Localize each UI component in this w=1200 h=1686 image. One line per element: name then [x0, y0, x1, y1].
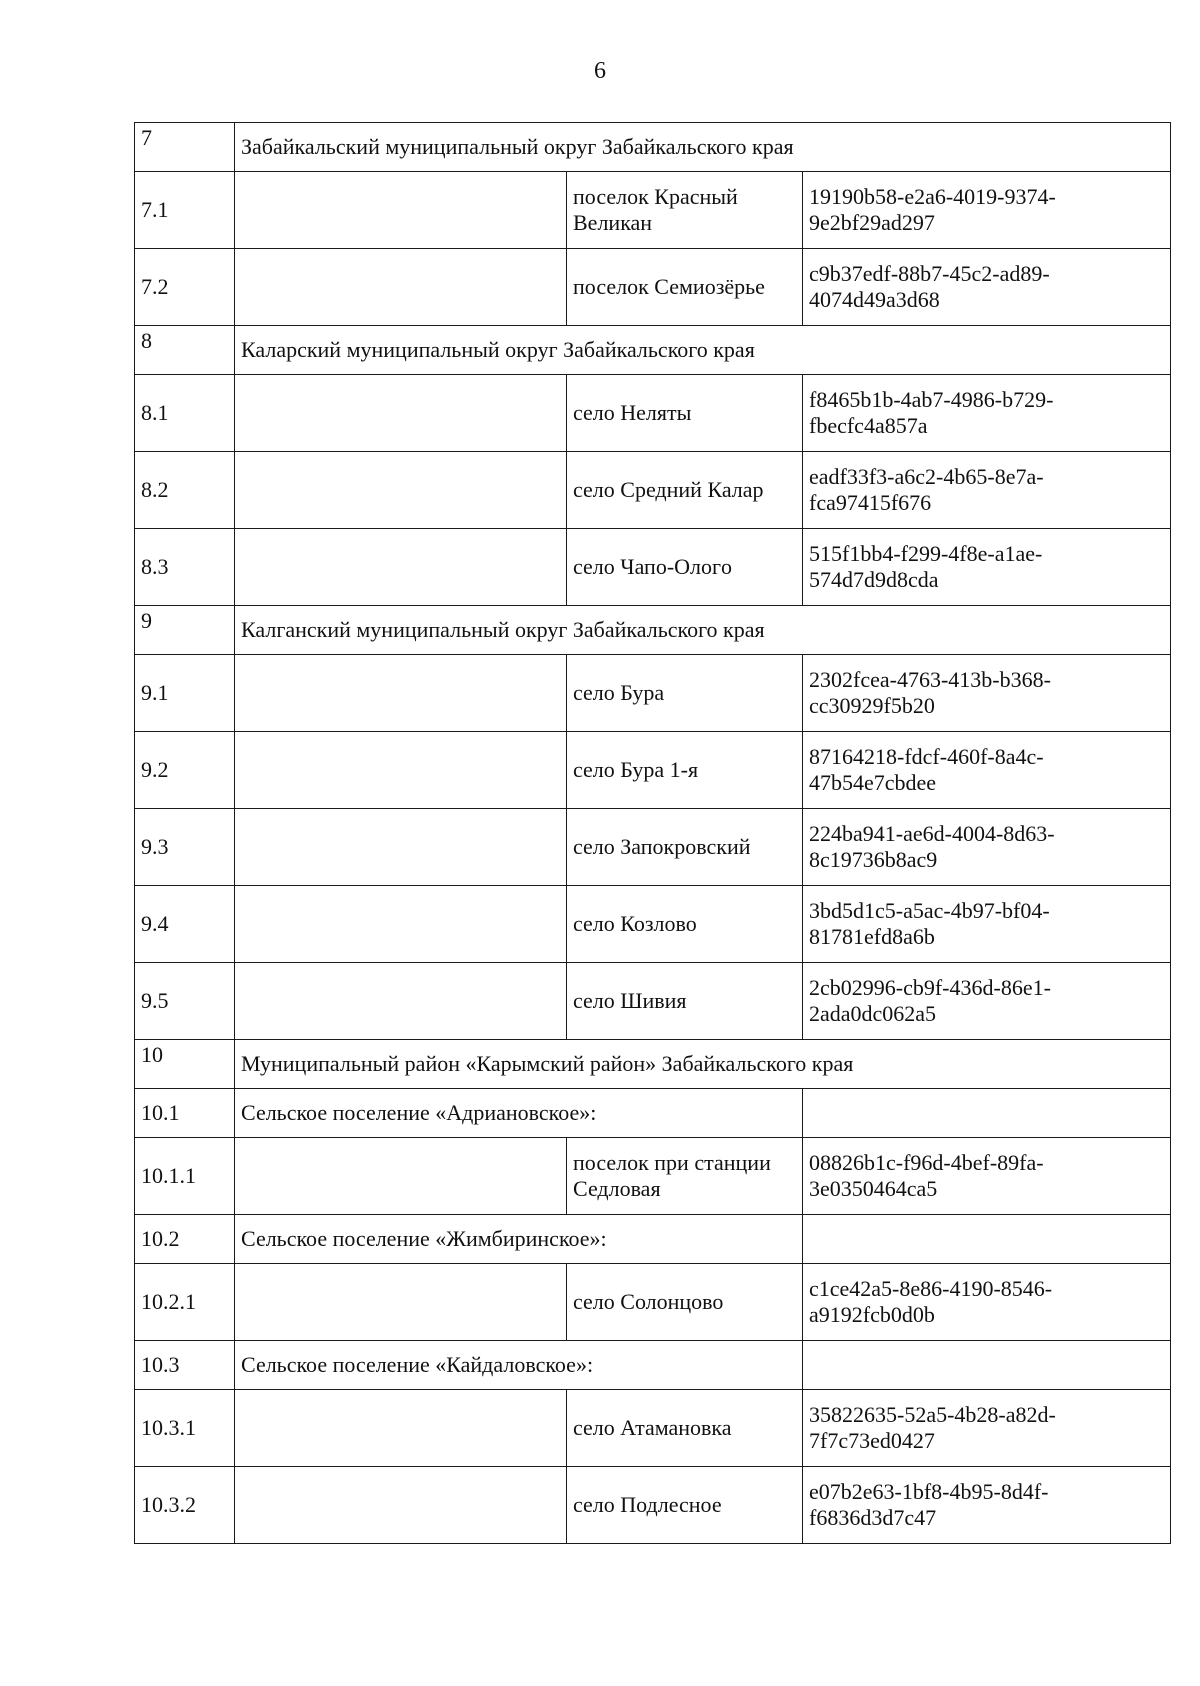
row-number: 10.3.2 [135, 1467, 235, 1544]
subdivision-row [135, 1089, 1171, 1138]
district-title: Калганский муниципальный округ Забайкальского края [235, 606, 1171, 655]
settlement-id: 19190b58-e2a6-4019-9374-9e2bf29ad297 [803, 172, 1171, 249]
settlement-row [135, 655, 1171, 732]
settlement-id: 224ba941-ae6d-4004-8d63-8c19736b8ac9 [803, 809, 1171, 886]
empty-cell [235, 1264, 567, 1341]
settlement-id: e07b2e63-1bf8-4b95-8d4f-f6836d3d7c47 [803, 1467, 1171, 1544]
empty-cell [235, 809, 567, 886]
row-number: 10.3.1 [135, 1390, 235, 1467]
settlement-row [135, 886, 1171, 963]
subdivision-title: Сельское поселение «Адриановское»: [235, 1089, 803, 1138]
empty-cell [235, 655, 567, 732]
row-number: 8.3 [135, 529, 235, 606]
page-number: 6 [594, 58, 606, 84]
row-number: 8.2 [135, 452, 235, 529]
empty-cell [803, 1089, 1171, 1138]
row-number: 10.1 [135, 1089, 235, 1138]
row-number: 7.2 [135, 249, 235, 326]
settlement-row [135, 963, 1171, 1040]
settlements-table [134, 122, 1171, 1544]
subdivision-row [135, 1341, 1171, 1390]
row-number: 7 [135, 123, 235, 172]
empty-cell [235, 172, 567, 249]
settlement-row [135, 732, 1171, 809]
settlement-id: 2302fcea-4763-413b-b368-cc30929f5b20 [803, 655, 1171, 732]
settlement-id: 87164218-fdcf-460f-8a4c-47b54e7cbdee [803, 732, 1171, 809]
settlement-row [135, 809, 1171, 886]
empty-cell [235, 375, 567, 452]
district-row [135, 123, 1171, 172]
row-number: 8.1 [135, 375, 235, 452]
settlement-name: село Шивия [567, 963, 803, 1040]
settlement-row [135, 1138, 1171, 1215]
subdivision-title: Сельское поселение «Жимбиринское»: [235, 1215, 803, 1264]
settlement-row [135, 1264, 1171, 1341]
settlement-id: c9b37edf-88b7-45c2-ad89-4074d49a3d68 [803, 249, 1171, 326]
district-row [135, 326, 1171, 375]
settlement-name: село Средний Калар [567, 452, 803, 529]
subdivision-row [135, 1215, 1171, 1264]
district-title: Муниципальный район «Карымский район» Забайкальского края [235, 1040, 1171, 1089]
settlement-row [135, 375, 1171, 452]
settlement-id: eadf33f3-a6c2-4b65-8e7a-fca97415f676 [803, 452, 1171, 529]
row-number: 10.3 [135, 1341, 235, 1390]
settlement-name: село Чапо-Ологo [567, 529, 803, 606]
subdivision-title: Сельское поселение «Кайдаловское»: [235, 1341, 803, 1390]
settlement-id: 515f1bb4-f299-4f8e-a1ae-574d7d9d8cda [803, 529, 1171, 606]
settlement-row [135, 529, 1171, 606]
row-number: 9.3 [135, 809, 235, 886]
settlements-table-body [135, 123, 1171, 1544]
empty-cell [235, 529, 567, 606]
row-number: 9.5 [135, 963, 235, 1040]
empty-cell [235, 886, 567, 963]
settlement-row [135, 249, 1171, 326]
empty-cell [803, 1215, 1171, 1264]
empty-cell [235, 249, 567, 326]
settlement-name: село Подлесное [567, 1467, 803, 1544]
settlement-id: 2cb02996-cb9f-436d-86e1-2ada0dc062a5 [803, 963, 1171, 1040]
empty-cell [235, 452, 567, 529]
empty-cell [235, 732, 567, 809]
settlement-name: село Неляты [567, 375, 803, 452]
row-number: 9.2 [135, 732, 235, 809]
district-row [135, 606, 1171, 655]
row-number: 9.4 [135, 886, 235, 963]
district-title: Забайкальский муниципальный округ Забайкальского края [235, 123, 1171, 172]
settlement-id: c1ce42a5-8e86-4190-8546-a9192fcb0d0b [803, 1264, 1171, 1341]
settlement-id: f8465b1b-4ab7-4986-b729-fbecfc4a857a [803, 375, 1171, 452]
settlement-name: поселок Красный Великан [567, 172, 803, 249]
district-title: Каларский муниципальный округ Забайкальского края [235, 326, 1171, 375]
row-number: 9 [135, 606, 235, 655]
settlement-name: село Бура [567, 655, 803, 732]
settlement-row [135, 1467, 1171, 1544]
settlement-name: село Солонцово [567, 1264, 803, 1341]
settlement-row [135, 452, 1171, 529]
row-number: 10.2.1 [135, 1264, 235, 1341]
row-number: 8 [135, 326, 235, 375]
settlement-name: поселок Семиозёрье [567, 249, 803, 326]
row-number: 7.1 [135, 172, 235, 249]
empty-cell [235, 1138, 567, 1215]
settlement-row [135, 172, 1171, 249]
settlement-name: село Атамановка [567, 1390, 803, 1467]
empty-cell [803, 1341, 1171, 1390]
empty-cell [235, 963, 567, 1040]
row-number: 10.1.1 [135, 1138, 235, 1215]
settlement-id: 35822635-52a5-4b28-a82d-7f7c73ed0427 [803, 1390, 1171, 1467]
row-number: 9.1 [135, 655, 235, 732]
settlement-name: село Запокровский [567, 809, 803, 886]
empty-cell [235, 1390, 567, 1467]
settlement-name: село Бура 1-я [567, 732, 803, 809]
settlement-id: 3bd5d1c5-a5ac-4b97-bf04-81781efd8a6b [803, 886, 1171, 963]
settlement-name: село Козлово [567, 886, 803, 963]
settlement-id: 08826b1c-f96d-4bef-89fa-3e0350464ca5 [803, 1138, 1171, 1215]
settlement-name: поселок при станции Седловая [567, 1138, 803, 1215]
settlement-row [135, 1390, 1171, 1467]
row-number: 10 [135, 1040, 235, 1089]
empty-cell [235, 1467, 567, 1544]
district-row [135, 1040, 1171, 1089]
row-number: 10.2 [135, 1215, 235, 1264]
